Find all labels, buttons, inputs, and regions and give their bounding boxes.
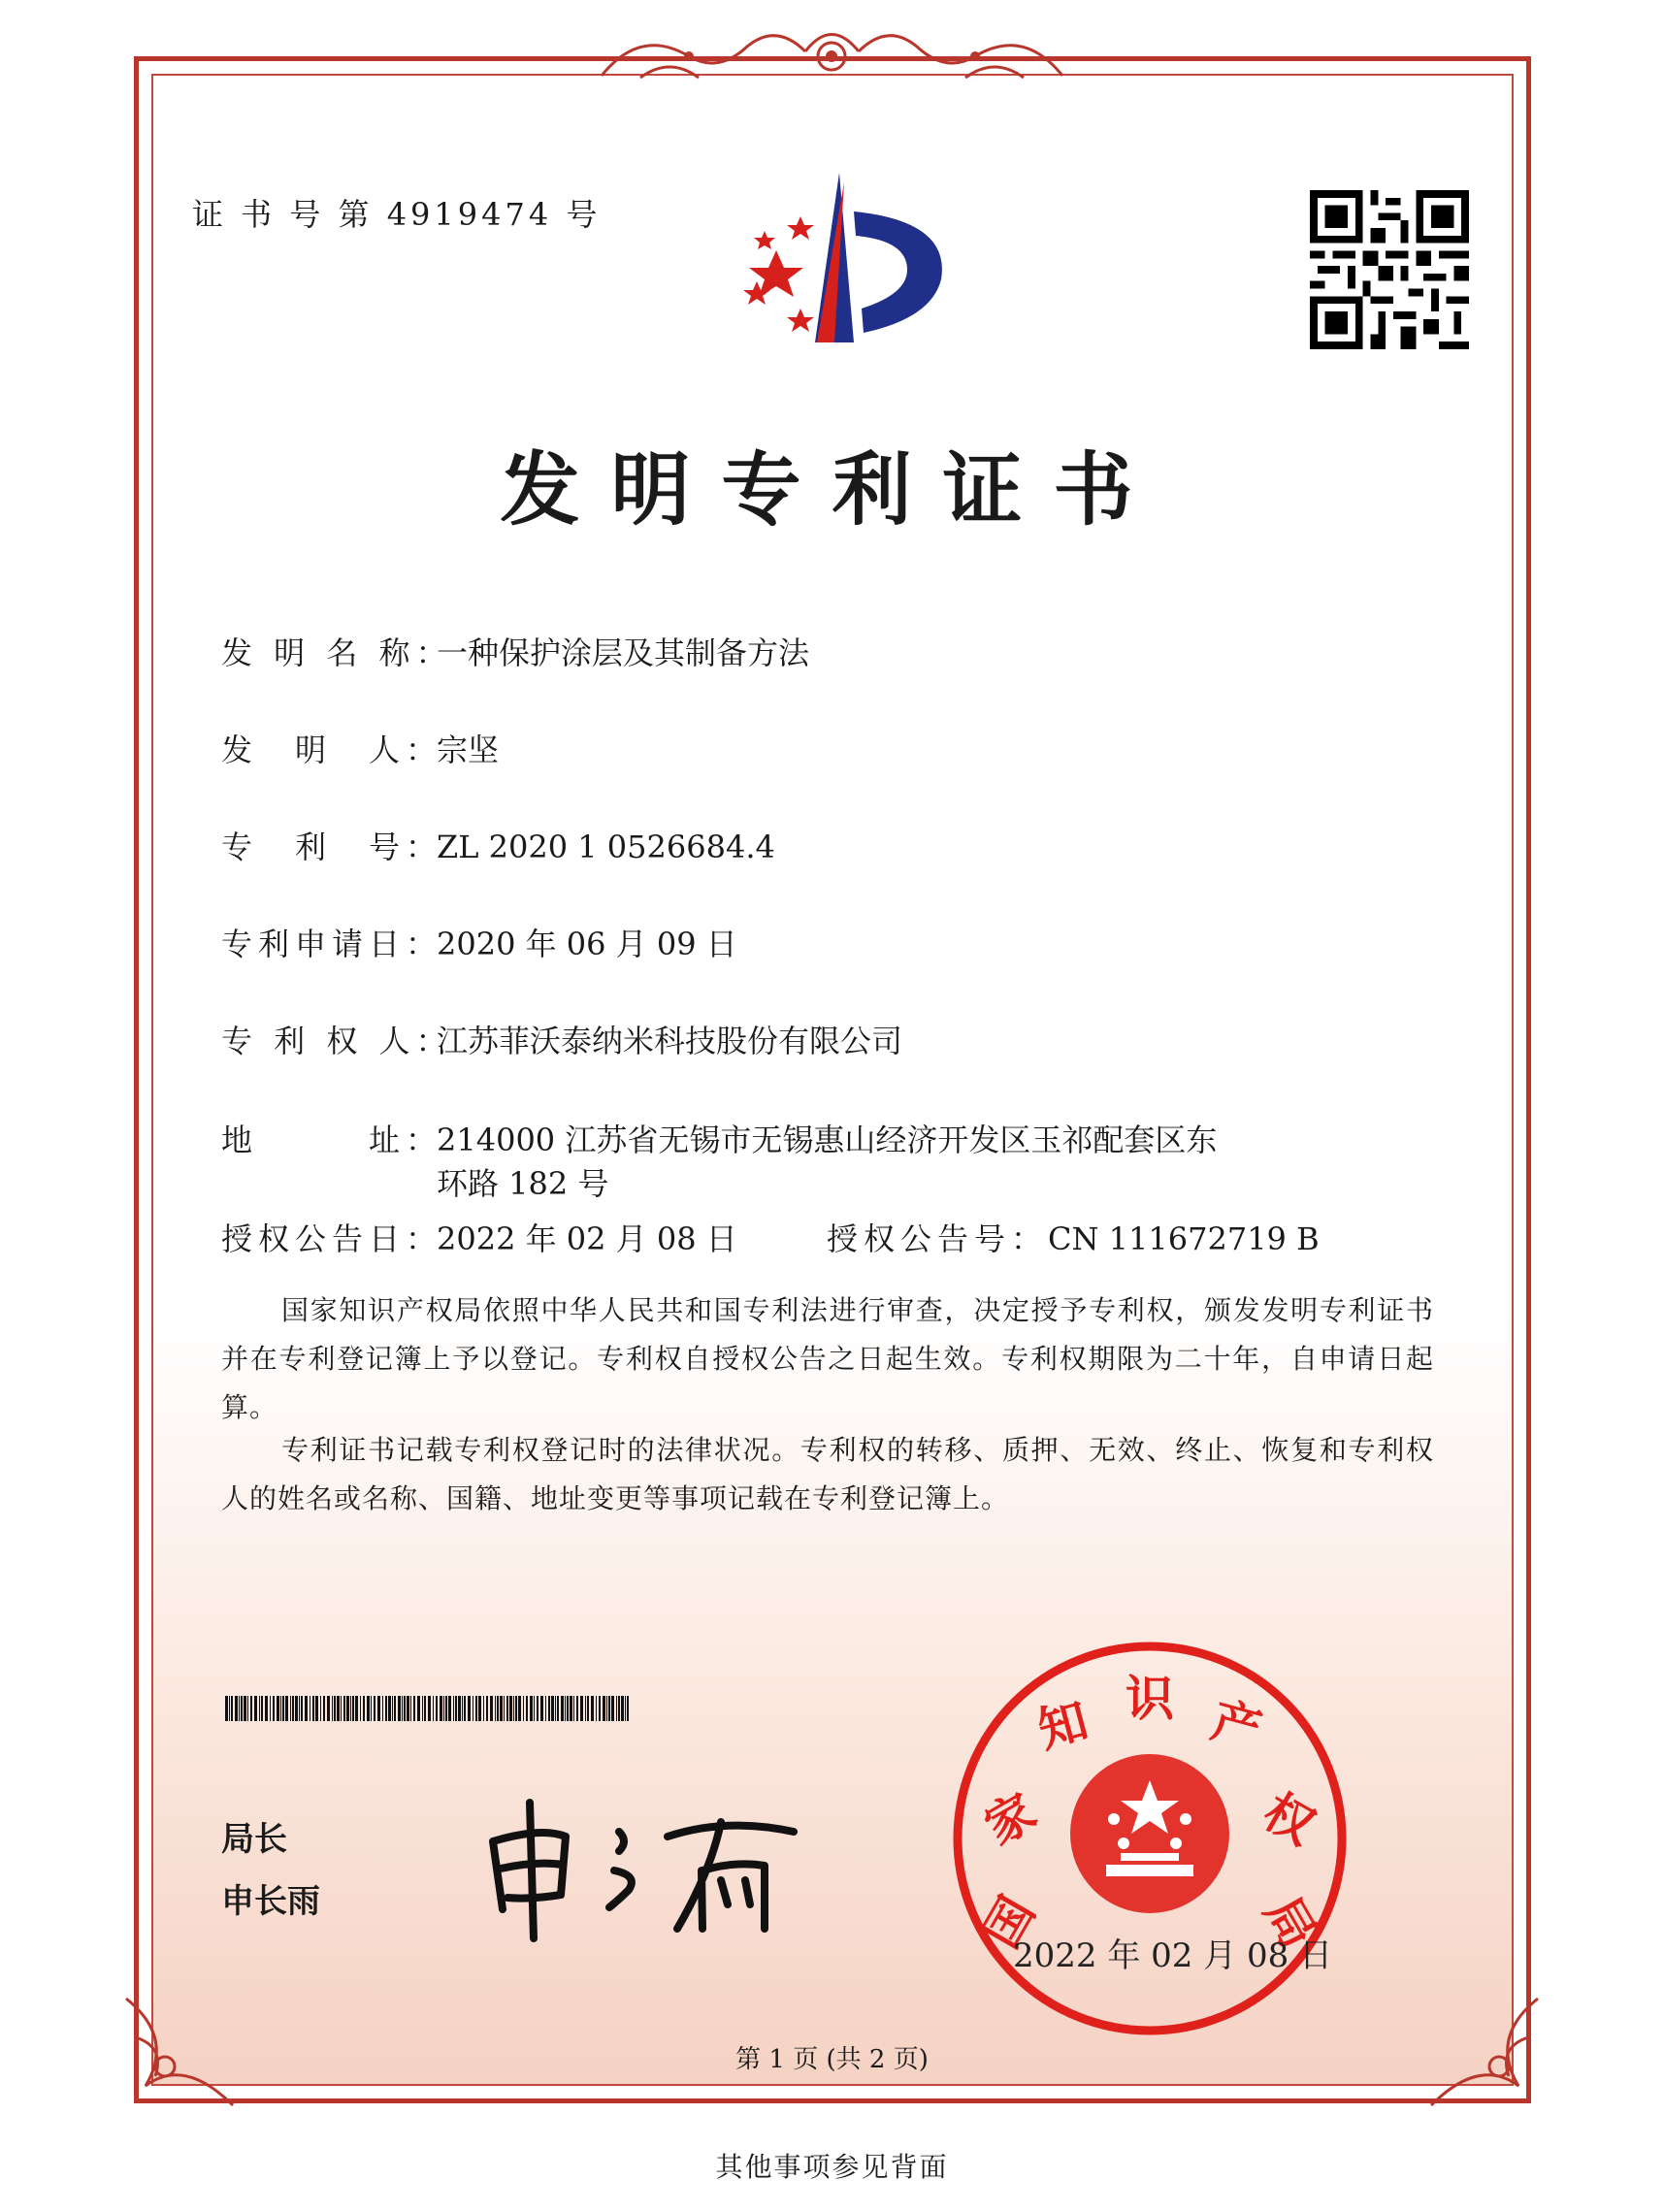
director-signature	[473, 1783, 823, 1948]
barcode-bar	[475, 1696, 477, 1721]
barcode-bar	[621, 1696, 624, 1721]
barcode-bar	[603, 1696, 605, 1721]
grant-number-value: CN 111672719 B	[1048, 1220, 1320, 1257]
barcode-bar	[580, 1696, 583, 1721]
barcode-bar	[374, 1696, 375, 1721]
barcode-bar	[299, 1696, 300, 1721]
barcode-bar	[464, 1696, 466, 1721]
address-label: 地 址：	[221, 1122, 443, 1158]
patentee-label: 专 利 权 人：	[221, 1023, 453, 1059]
barcode-bar	[277, 1696, 279, 1721]
barcode-bar	[320, 1696, 321, 1721]
barcode-bar	[458, 1696, 461, 1721]
page-number: 第 1 页 (共 2 页)	[735, 2045, 929, 2074]
barcode-bar	[445, 1696, 447, 1721]
barcode-bar	[282, 1696, 284, 1721]
barcode-bar	[327, 1696, 330, 1721]
patent-number-row	[221, 823, 775, 867]
barcode-bar	[334, 1696, 336, 1721]
barcode-bar	[247, 1696, 248, 1721]
barcode-bar	[537, 1696, 538, 1721]
barcode-bar	[254, 1696, 257, 1721]
seal-char-4: 识	[1126, 1671, 1174, 1727]
barcode-bar	[596, 1696, 597, 1721]
barcode-bar	[443, 1696, 444, 1721]
barcode-bar	[530, 1696, 533, 1721]
filing-date-row	[221, 920, 737, 964]
barcode-bar	[506, 1696, 508, 1721]
address-row	[221, 1116, 1217, 1160]
director-name: 申长雨	[221, 1882, 320, 1921]
barcode-bar	[462, 1696, 463, 1721]
seal-char-1: 国	[972, 1887, 1046, 1958]
barcode-bar	[352, 1696, 354, 1721]
certificate-title: 发明专利证书	[500, 444, 1164, 537]
grant-date-label: 授权公告日：	[221, 1220, 443, 1257]
official-seal	[951, 1640, 1349, 2037]
barcode-bar	[225, 1696, 228, 1721]
barcode-bar	[295, 1696, 298, 1721]
barcode-bar	[355, 1696, 358, 1721]
barcode-bar	[436, 1696, 438, 1721]
barcode-bar	[241, 1696, 243, 1721]
grant-number-label: 授权公告号：	[827, 1220, 1049, 1257]
certificate-number: 证 书 号 第 4919474 号	[192, 196, 602, 233]
barcode-bar	[398, 1696, 401, 1721]
barcode-bar	[490, 1696, 493, 1721]
barcode-bar	[323, 1696, 325, 1721]
barcode-bar	[448, 1696, 451, 1721]
seal-char-3: 知	[1031, 1692, 1094, 1760]
legal-paragraph-1: 国家知识产权局依照中华人民共和国专利法进行审查，决定授予专利权，颁发发明专利证书并在专利登记簿上予以登记。专利权自授权公告之日起生效。专利权期限为二十年，自申请日起算。	[221, 1294, 1434, 1423]
patentee-row	[221, 1017, 902, 1061]
barcode-bar	[500, 1696, 503, 1721]
barcode-bar	[417, 1696, 420, 1721]
barcode-bar	[548, 1696, 550, 1721]
barcode-bar	[486, 1696, 488, 1721]
barcode-bar	[523, 1696, 524, 1721]
barcode-bar	[343, 1696, 345, 1721]
barcode-bar	[608, 1696, 610, 1721]
patentee-value: 江苏菲沃泰纳米科技股份有限公司	[437, 1023, 903, 1059]
barcode-bar	[367, 1696, 370, 1721]
barcode-bar	[618, 1696, 620, 1721]
barcode-bar	[551, 1696, 554, 1721]
top-ornament	[582, 17, 1082, 95]
barcode-bar	[332, 1696, 333, 1721]
barcode-bar	[407, 1696, 409, 1721]
barcode-bar	[478, 1696, 481, 1721]
grant-date-row	[221, 1215, 737, 1259]
footer-note: 其他事项参见背面	[715, 2151, 949, 2183]
grant-date-value: 2022 年 02 月 08 日	[437, 1220, 737, 1257]
filing-date-value: 2020 年 06 月 09 日	[437, 926, 737, 962]
barcode-bar	[413, 1696, 415, 1721]
barcode-bar	[377, 1696, 380, 1721]
barcode-bar	[350, 1696, 351, 1721]
director-title: 局长	[221, 1820, 287, 1859]
barcode-bar	[515, 1696, 517, 1721]
barcode-bar	[616, 1696, 617, 1721]
barcode-bar	[363, 1696, 365, 1721]
barcode-bar	[428, 1696, 431, 1721]
barcode-bar	[565, 1696, 566, 1721]
invention-name-label: 发 明 名 称：	[221, 634, 453, 671]
barcode-bar	[627, 1696, 629, 1721]
barcode-bar	[585, 1696, 586, 1721]
barcode-bar	[561, 1696, 564, 1721]
barcode-bar	[534, 1696, 535, 1721]
barcode-bar	[239, 1696, 240, 1721]
barcode-bar	[259, 1696, 260, 1721]
patent-number-value: ZL 2020 1 0526684.4	[437, 829, 775, 865]
seal-date: 2022 年 02 月 08 日	[1013, 1936, 1333, 1975]
seal-char-5: 产	[1205, 1692, 1268, 1760]
inventor-row	[221, 726, 499, 770]
barcode-bar	[341, 1696, 342, 1721]
barcode-bar	[312, 1696, 314, 1721]
barcode	[225, 1696, 633, 1721]
barcode-bar	[495, 1696, 496, 1721]
barcode-bar	[509, 1696, 512, 1721]
barcode-bar	[497, 1696, 499, 1721]
barcode-bar	[280, 1696, 281, 1721]
barcode-bar	[229, 1696, 230, 1721]
barcode-bar	[555, 1696, 556, 1721]
qr-code	[1310, 190, 1469, 349]
barcode-bar	[305, 1696, 308, 1721]
barcode-bar	[360, 1696, 361, 1721]
barcode-bar	[440, 1696, 442, 1721]
barcode-bar	[453, 1696, 454, 1721]
barcode-bar	[244, 1696, 246, 1721]
barcode-bar	[468, 1696, 471, 1721]
barcode-bar	[567, 1696, 569, 1721]
cnipa-logo	[708, 173, 961, 357]
filing-date-label: 专利申请日：	[221, 926, 443, 962]
barcode-bar	[455, 1696, 457, 1721]
barcode-bar	[545, 1696, 546, 1721]
barcode-bar	[526, 1696, 528, 1721]
inventor-value: 宗坚	[437, 732, 500, 768]
barcode-bar	[573, 1696, 574, 1721]
barcode-bar	[261, 1696, 263, 1721]
barcode-bar	[337, 1696, 340, 1721]
barcode-bar	[483, 1696, 484, 1721]
barcode-bar	[382, 1696, 383, 1721]
barcode-bar	[424, 1696, 426, 1721]
address-line1: 214000 江苏省无锡市无锡惠山经济开发区玉祁配套区东	[437, 1122, 1218, 1158]
barcode-bar	[557, 1696, 559, 1721]
barcode-bar	[392, 1696, 393, 1721]
barcode-bar	[404, 1696, 406, 1721]
barcode-bar	[315, 1696, 318, 1721]
barcode-bar	[611, 1696, 614, 1721]
barcode-bar	[285, 1696, 288, 1721]
seal-char-2: 家	[975, 1782, 1046, 1856]
patent-number-label: 专 利 号：	[221, 829, 443, 865]
seal-char-7: 局	[1254, 1887, 1327, 1958]
barcode-bar	[250, 1696, 252, 1721]
barcode-bar	[371, 1696, 372, 1721]
barcode-bar	[599, 1696, 601, 1721]
barcode-bar	[273, 1696, 275, 1721]
barcode-bar	[346, 1696, 349, 1721]
barcode-bar	[265, 1696, 268, 1721]
barcode-bar	[270, 1696, 271, 1721]
barcode-bar	[422, 1696, 423, 1721]
barcode-bar	[513, 1696, 514, 1721]
barcode-bar	[292, 1696, 294, 1721]
barcode-bar	[402, 1696, 403, 1721]
address-line2: 环路 182 号	[437, 1165, 609, 1202]
invention-name-value: 一种保护涂层及其制备方法	[437, 634, 810, 671]
barcode-bar	[385, 1696, 387, 1721]
barcode-bar	[433, 1696, 434, 1721]
grant-number-row	[827, 1215, 1320, 1259]
barcode-bar	[410, 1696, 411, 1721]
barcode-bar	[570, 1696, 572, 1721]
barcode-bar	[235, 1696, 238, 1721]
barcode-bar	[394, 1696, 396, 1721]
barcode-bar	[625, 1696, 626, 1721]
barcode-bar	[540, 1696, 543, 1721]
seal-char-6: 权	[1254, 1782, 1324, 1856]
barcode-bar	[290, 1696, 291, 1721]
barcode-bar	[301, 1696, 303, 1721]
barcode-bar	[576, 1696, 578, 1721]
barcode-bar	[504, 1696, 505, 1721]
barcode-bar	[388, 1696, 391, 1721]
barcode-bar	[231, 1696, 233, 1721]
inventor-label: 发 明 人：	[221, 732, 443, 768]
invention-name-row	[221, 629, 809, 673]
barcode-bar	[591, 1696, 594, 1721]
legal-paragraph-2: 专利证书记载专利权登记时的法律状况。专利权的转移、质押、无效、终止、恢复和专利权人的姓名或名称、国籍、地址变更等事项记载在专利登记簿上。	[221, 1434, 1434, 1514]
barcode-bar	[518, 1696, 521, 1721]
barcode-bar	[606, 1696, 607, 1721]
barcode-bar	[587, 1696, 589, 1721]
